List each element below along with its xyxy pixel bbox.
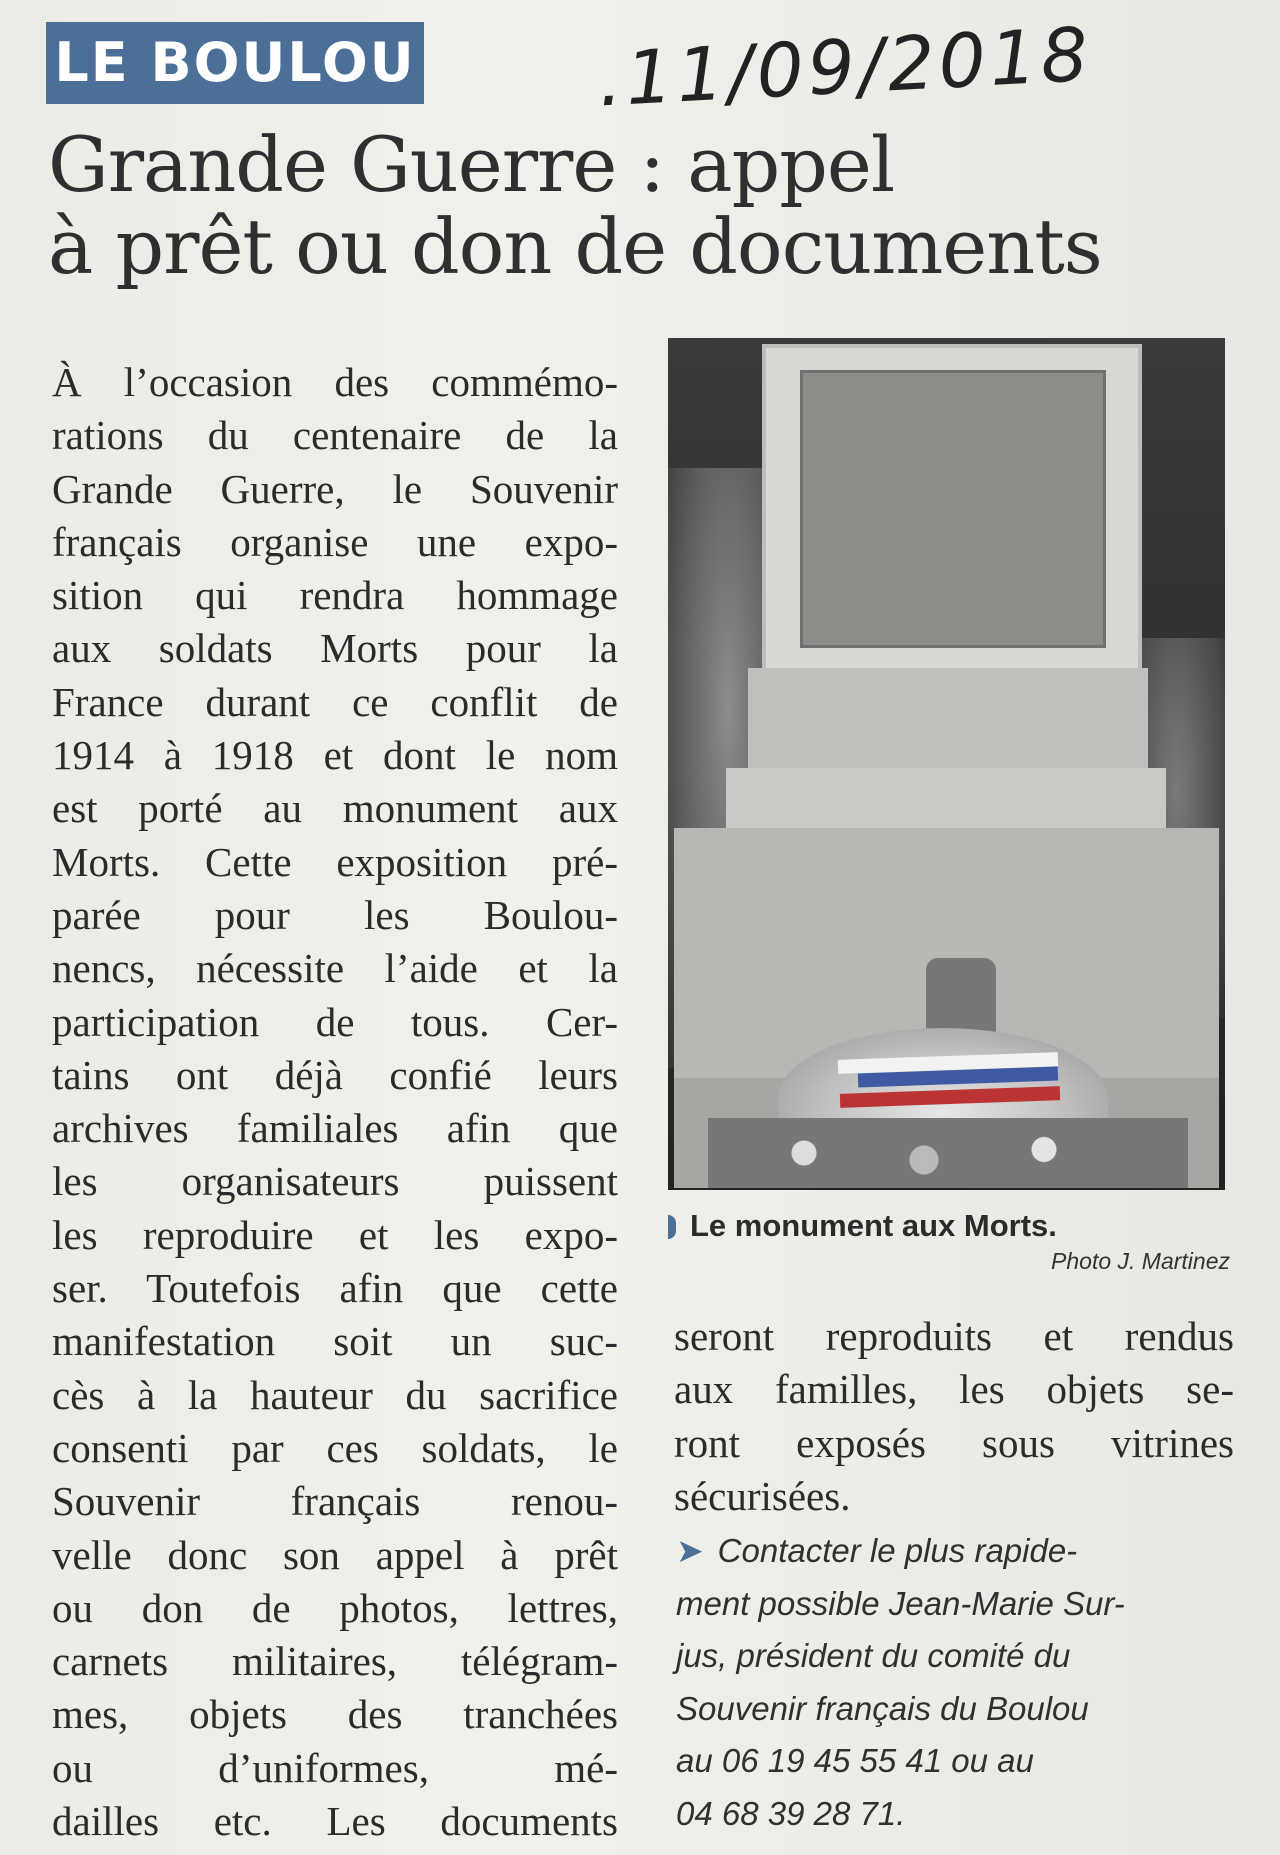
body-line: sécurisées. (674, 1472, 851, 1519)
contact-line (676, 1578, 1236, 1631)
arrow-right-icon: ➤ (676, 1532, 704, 1569)
body-line: rations du centenaire de la (52, 412, 618, 459)
body-line: français organise une expo- (52, 518, 618, 565)
handwritten-date: .11/09/2018 (596, 11, 1094, 124)
article-body-left (52, 356, 618, 1848)
body-line: Grande Guerre, le Souvenir (52, 465, 618, 512)
photo-urn (926, 958, 996, 1038)
body-line: mes, objets des tranchées (52, 1691, 618, 1738)
contact-line (676, 1630, 1236, 1683)
contact-line-text: jus, président du comité du (676, 1637, 1071, 1674)
photo-plaque-inscription (800, 370, 1106, 648)
contact-line-text: au 06 19 45 55 41 ou au (676, 1742, 1034, 1779)
body-line: est porté au monument aux (52, 785, 618, 832)
body-line: consenti par ces soldats, le (52, 1424, 618, 1471)
body-line: France durant ce conflit de (52, 678, 618, 725)
article-body-right (674, 1310, 1234, 1523)
body-line: ou don de photos, lettres, (52, 1584, 618, 1631)
photo-flowers (708, 1118, 1188, 1188)
body-line: 1914 à 1918 et dont le nom (52, 732, 618, 779)
body-line: seront reproduits et rendus (674, 1313, 1234, 1359)
contact-line (676, 1735, 1236, 1788)
contact-line (676, 1525, 1236, 1578)
section-tag: LE BOULOU (46, 22, 424, 104)
headline-line: à prêt ou don de documents (48, 202, 1102, 291)
body-line: cès à la hauteur du sacrifice (52, 1371, 618, 1418)
body-line: les reproduire et les expo- (52, 1211, 618, 1258)
body-line: parée pour les Boulou- (52, 891, 618, 938)
caption-marker-icon (668, 1215, 676, 1239)
photo-plaque (762, 344, 1142, 672)
body-line: tains ont déjà confié leurs (52, 1051, 618, 1098)
contact-info (676, 1525, 1236, 1840)
body-line: À l’occasion des commémo- (52, 359, 618, 405)
body-line: ou d’uniformes, mé- (52, 1744, 618, 1791)
contact-line-text: 04 68 39 28 71. (676, 1794, 906, 1832)
contact-line-text: Souvenir français du Boulou (676, 1689, 1089, 1727)
body-line: Souvenir français renou- (52, 1478, 618, 1525)
body-line: velle donc son appel à prêt (52, 1531, 618, 1578)
headline-line: Grande Guerre : appel (48, 120, 895, 209)
body-line: ser. Toutefois afin que cette (52, 1265, 618, 1312)
contact-line (676, 1683, 1236, 1736)
photo-caption (668, 1208, 1228, 1244)
photo-credit: Photo J. Martinez (1051, 1248, 1230, 1274)
body-line: les organisateurs puissent (52, 1158, 618, 1205)
body-line: ront exposés sous vitrines (674, 1419, 1234, 1466)
headline (48, 120, 1248, 291)
body-line: dailles etc. Les documents (52, 1798, 618, 1845)
body-line: nencs, nécessite l’aide et la (52, 945, 618, 992)
body-line: sition qui rendra hommage (52, 572, 618, 619)
body-line: Morts. Cette exposition pré- (52, 838, 618, 885)
body-line: archives familiales afin que (52, 1105, 618, 1152)
photo-pedestal-upper (748, 668, 1148, 768)
body-line: manifestation soit un suc- (52, 1318, 618, 1365)
body-line: aux soldats Morts pour la (52, 625, 618, 672)
contact-line-text: ment possible Jean-Marie Sur- (676, 1584, 1125, 1622)
contact-line-text: Contacter le plus rapide- (717, 1532, 1078, 1569)
body-line: participation de tous. Cer- (52, 998, 618, 1045)
monument-photo (668, 338, 1225, 1190)
body-line: aux familles, les objets se- (674, 1366, 1234, 1413)
photo-caption-text: Le monument aux Morts. (690, 1208, 1057, 1243)
body-line: carnets militaires, télégram- (52, 1638, 618, 1685)
contact-line (676, 1788, 1236, 1841)
